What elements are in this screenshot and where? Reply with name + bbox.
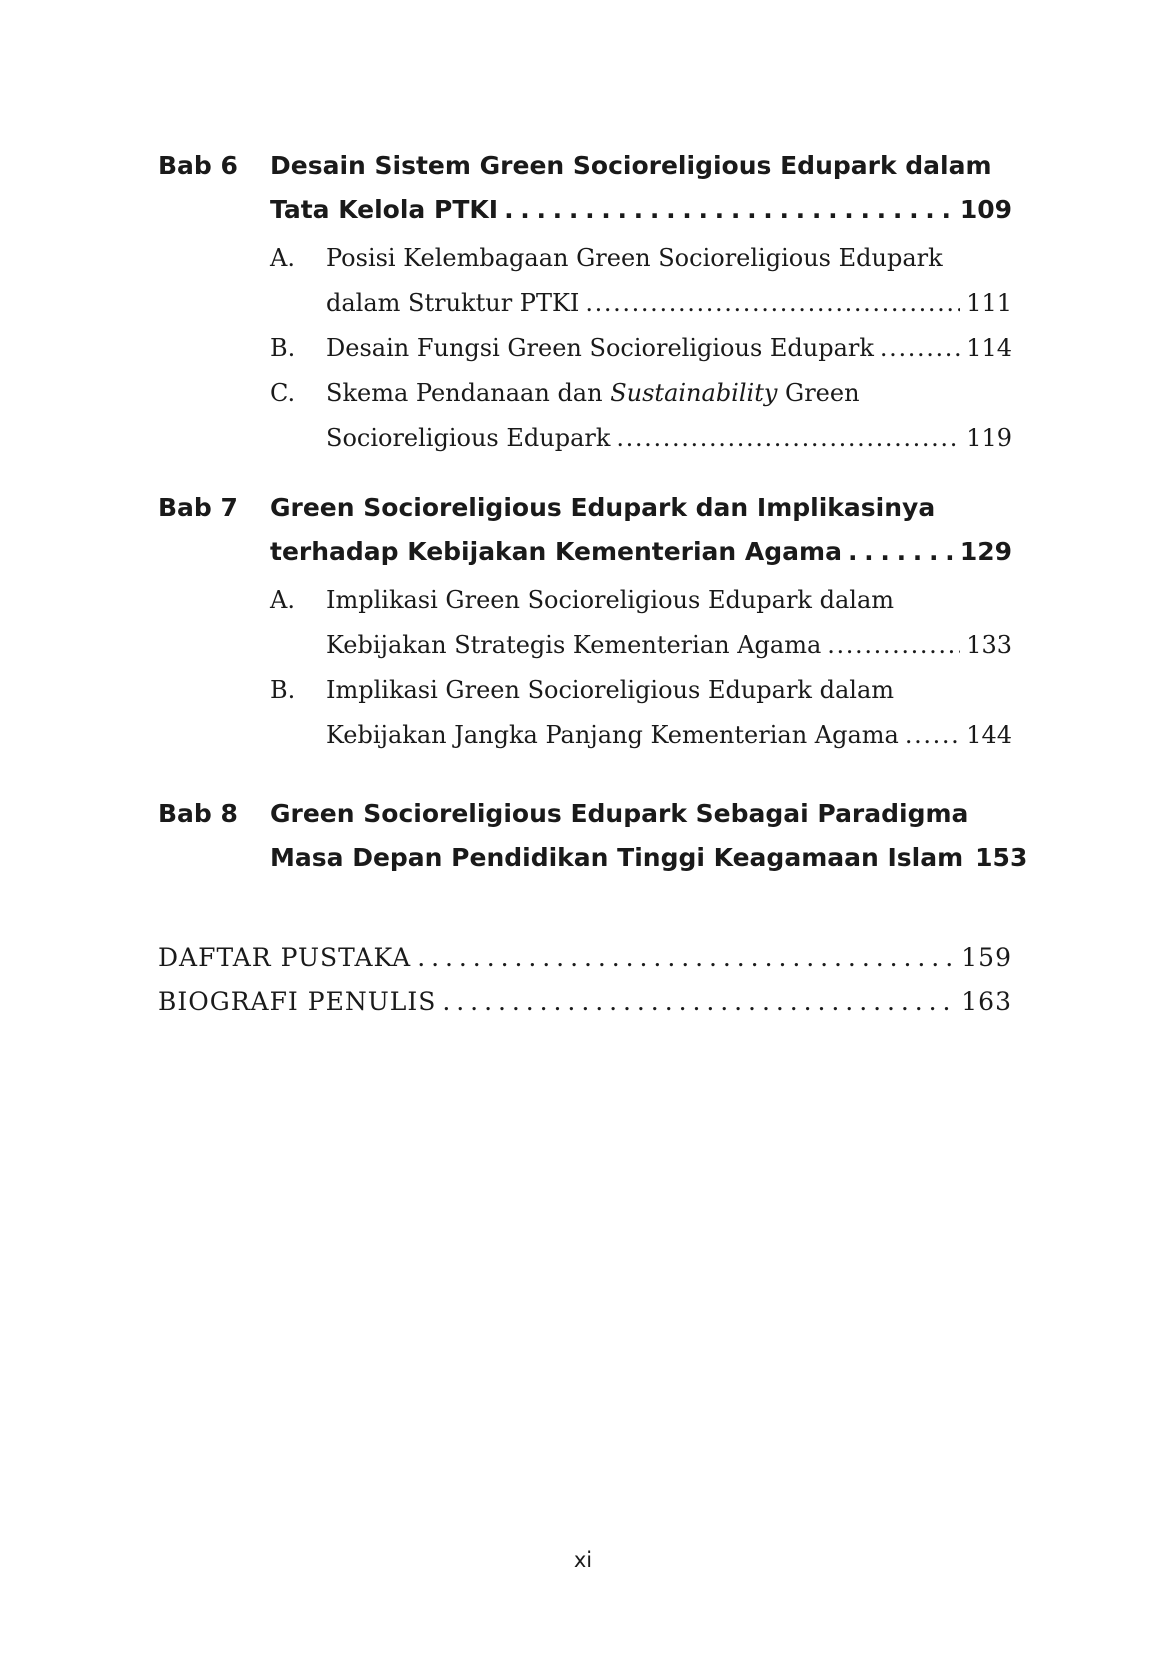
section-title-end: Kebijakan Strategis Kementerian Agama [326, 631, 822, 659]
section-title-end: Desain Fungsi Green Socioreligious Edupark [326, 334, 874, 362]
section-title [326, 371, 1012, 461]
section-letter: A. [270, 586, 295, 614]
dot-leader [880, 326, 960, 371]
section-title-line [326, 623, 1012, 668]
page-number: 109 [959, 195, 1012, 224]
backmatter-entry [158, 936, 1012, 980]
section-title-text: Green [777, 379, 860, 407]
backmatter-title: DAFTAR PUSTAKA [158, 943, 412, 972]
page-number: 133 [966, 631, 1012, 659]
dot-leader [848, 530, 954, 574]
section-title [326, 236, 1012, 326]
chapter-label: Bab 7 [158, 493, 238, 522]
page-number: 119 [966, 424, 1012, 452]
section-title-end: Kebijakan Jangka Panjang Kementerian Agama [326, 721, 899, 749]
chapter-label: Bab 8 [158, 799, 238, 828]
section-title-text: Skema Pendanaan dan [326, 379, 611, 407]
section-title-line [326, 371, 1012, 416]
section-list [270, 236, 1012, 461]
dot-leader [585, 281, 960, 326]
chapter-title-line: Desain Sistem Green Socioreligious Edupark dalam [270, 151, 992, 180]
chapter-title-line [270, 836, 1028, 880]
dot-leader [905, 713, 960, 758]
dot-leader [616, 416, 960, 461]
chapter-title-line: Green Socioreligious Edupark Sebagai Paradigma [270, 799, 969, 828]
section-title-end: Socioreligious Edupark [326, 424, 611, 452]
section-entry [270, 326, 1012, 371]
page-number: 153 [975, 843, 1028, 872]
backmatter-entry [158, 980, 1012, 1024]
dot-leader [504, 188, 954, 232]
section-letter: B. [270, 676, 296, 704]
section-title-line: Posisi Kelembagaan Green Socioreligious Edupark [326, 244, 943, 272]
chapter-title [270, 792, 1028, 880]
chapter-title-end: terhadap Kebijakan Kementerian Agama [270, 537, 842, 566]
section-list [270, 578, 1012, 758]
dot-leader [827, 623, 960, 668]
section-entry [270, 371, 1012, 461]
section-title-end: dalam Struktur PTKI [326, 289, 580, 317]
section-title-line [326, 416, 1012, 461]
chapter-title-end: Masa Depan Pendidikan Tinggi Keagamaan Islam [270, 843, 964, 872]
chapter-title [270, 144, 1012, 232]
backmatter-list [158, 936, 1012, 1024]
dot-leader [442, 980, 955, 1024]
chapter-title-line [270, 188, 1012, 232]
section-entry [270, 578, 1012, 668]
chapter-title-line: Green Socioreligious Edupark dan Implikasinya [270, 493, 936, 522]
chapter-label: Bab 6 [158, 151, 238, 180]
section-title [326, 326, 1012, 371]
section-entry [270, 668, 1012, 758]
section-title [326, 668, 1012, 758]
section-title-line [326, 326, 1012, 371]
section-title [326, 578, 1012, 668]
section-title-italic: Sustainability [610, 379, 778, 407]
chapter-title-line [270, 530, 1012, 574]
section-letter: A. [270, 244, 295, 272]
chapter-entry [158, 486, 1012, 758]
section-title-line: Implikasi Green Socioreligious Edupark dalam [326, 586, 895, 614]
section-title-line [326, 281, 1012, 326]
chapter-entry [158, 792, 1028, 880]
page-number: 144 [966, 721, 1012, 749]
page-number: 111 [966, 289, 1012, 317]
section-letter: C. [270, 379, 296, 407]
section-entry [270, 236, 1012, 326]
backmatter-title: BIOGRAFI PENULIS [158, 987, 437, 1016]
page-number: 114 [966, 334, 1012, 362]
chapter-title-end: Tata Kelola PTKI [270, 195, 499, 224]
chapter-title [270, 486, 1012, 574]
page-number: 159 [961, 943, 1012, 972]
section-title-line: Implikasi Green Socioreligious Edupark dalam [326, 676, 895, 704]
section-title-line [326, 713, 1012, 758]
dot-leader [417, 936, 955, 980]
chapter-entry [158, 144, 1012, 461]
page-folio: xi [573, 1548, 593, 1572]
page-number: 163 [961, 987, 1012, 1016]
page-number: 129 [959, 537, 1012, 566]
section-letter: B. [270, 334, 296, 362]
